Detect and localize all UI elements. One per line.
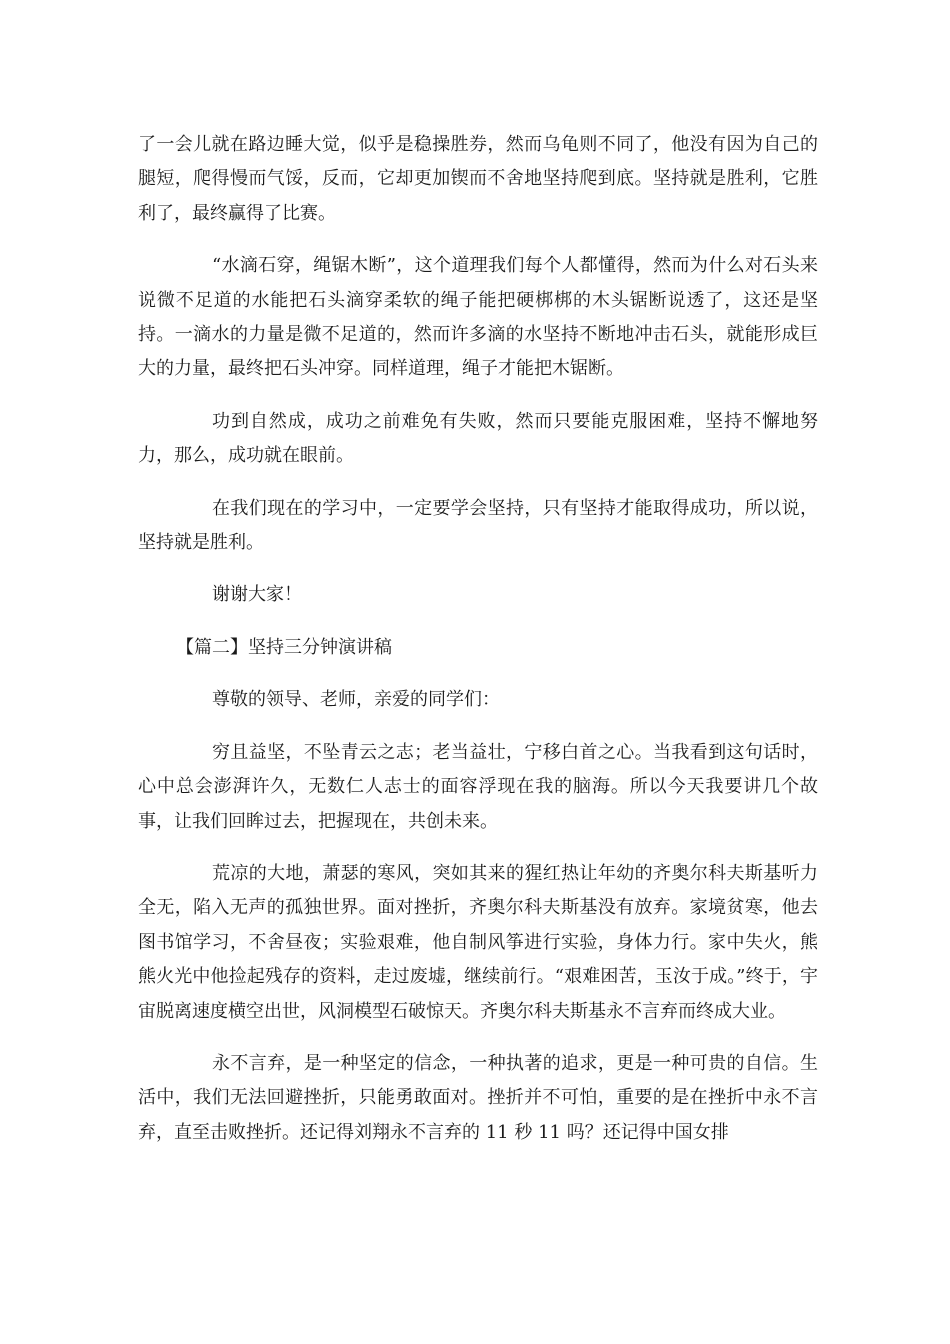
document-body <box>138 128 818 1168</box>
paragraph-6: 荒凉的大地，萧瑟的寒风，突如其来的猩红热让年幼的齐奥尔科夫斯基听力全无，陷入无声的孤独世界。面对挫折，齐奥尔科夫斯基没有放弃。家境贫寒，他去图书馆学习，不舍昼夜；实验艰难，他自制风筝进行实验，身体力行。家中失火，熊熊火光中他捡起残存的资料，走过废墟，继续前行。“艰难困苦，玉汝于成。”终于，宇宙脱离速度横空出世，风洞模型石破惊天。齐奥尔科夫斯基永不言弃而终成大业。 <box>138 862 818 1022</box>
paragraph-3: 功到自然成，成功之前难免有失败，然而只要能克服困难，坚持不懈地努力，那么，成功就在眼前。 <box>138 410 818 467</box>
paragraph-2: “水滴石穿，绳锯木断”，这个道理我们每个人都懂得，然而为什么对石头来说微不足道的水能把石头滴穿柔软的绳子能把硬梆梆的木头锯断说透了，这还是坚持。一滴水的力量是微不足道的，然而许多滴的水坚持不断地冲击石头，就能形成巨大的力量，最终把石头冲穿。同样道理，绳子才能把木锯断。 <box>138 255 818 380</box>
salutation: 尊敬的领导、老师，亲爱的同学们： <box>212 689 500 711</box>
paragraph-5: 穷且益坚，不坠青云之志；老当益壮，宁移白首之心。当我看到这句话时，心中总会澎湃许久，无数仁人志士的面容浮现在我的脑海。所以今天我要讲几个故事，让我们回眸过去，把握现在，共创未来。 <box>138 741 818 832</box>
paragraph-4: 在我们现在的学习中，一定要学会坚持，只有坚持才能取得成功，所以说，坚持就是胜利。 <box>138 497 818 554</box>
closing-thanks: 谢谢大家！ <box>212 584 302 606</box>
paragraph-7: 永不言弃，是一种坚定的信念，一种执著的追求，更是一种可贵的自信。生活中，我们无法回避挫折，只能勇敢面对。挫折并不可怕，重要的是在挫折中永不言弃，直至击败挫折。还记得刘翔永不言弃的 11 秒 11 吗？还记得中国女排 <box>138 1052 818 1143</box>
paragraph-1: 了一会儿就在路边睡大觉，似乎是稳操胜券，然而乌龟则不同了，他没有因为自己的腿短，爬得慢而气馁，反而，它却更加锲而不舍地坚持爬到底。坚持就是胜利，它胜利了，最终赢得了比赛。 <box>138 134 818 224</box>
section-heading: 【篇二】坚持三分钟演讲稿 <box>176 636 392 658</box>
